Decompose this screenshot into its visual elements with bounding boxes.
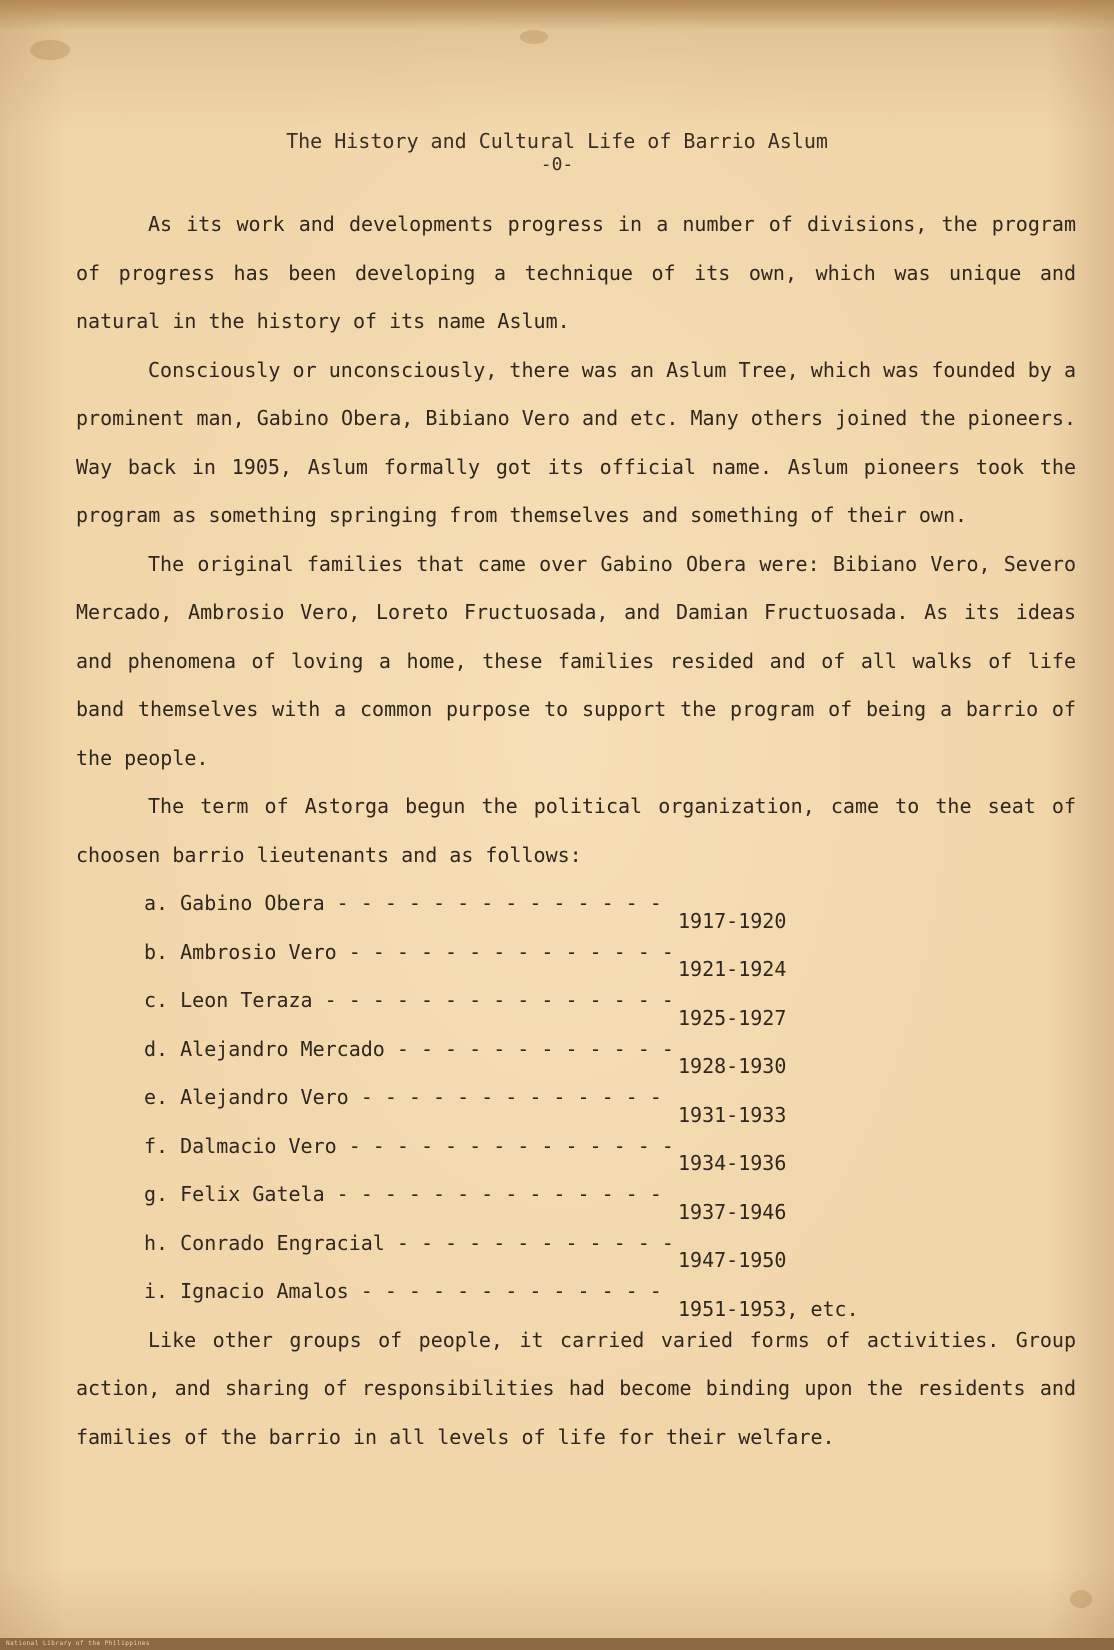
list-item — [76, 879, 1076, 933]
torn-top-edge — [0, 0, 1114, 30]
item-letter: i. — [144, 1279, 169, 1303]
list-item — [76, 1267, 1076, 1321]
item-letter: g. — [144, 1182, 169, 1206]
list-item — [76, 976, 1076, 1030]
item-years: 1917-1920 — [678, 908, 787, 933]
item-letter: a. — [144, 891, 169, 915]
item-name: Alejandro Vero — [180, 1085, 349, 1109]
page-title — [0, 128, 1114, 176]
document-body — [76, 200, 1076, 1461]
scan-footer-strip — [0, 1638, 1114, 1650]
lieutenant-list — [76, 879, 1076, 1321]
item-years: 1934-1936 — [678, 1151, 787, 1175]
item-name: Leon Teraza — [180, 988, 313, 1012]
item-letter: b. — [144, 939, 169, 964]
paper-stain — [520, 30, 548, 44]
item-name: Gabino Obera — [180, 891, 325, 915]
item-name: Alejandro Mercado — [180, 1036, 385, 1061]
item-letter: c. — [144, 988, 169, 1012]
list-item — [76, 1025, 1076, 1078]
item-name: Felix Gatela — [180, 1182, 325, 1206]
list-item — [76, 1073, 1076, 1127]
paragraph-1: As its work and developments progress in a number of divisions, the program of progress has been developing a technique of its own, which was unique and natural in the history of its name Aslum. — [76, 212, 1076, 333]
item-years: 1925-1927 — [678, 1005, 787, 1030]
item-name: Ambrosio Vero — [180, 939, 337, 964]
list-item — [76, 928, 1076, 981]
title-mark: -0- — [540, 154, 574, 175]
item-name: Dalmacio Vero — [180, 1133, 337, 1158]
list-item — [76, 1170, 1076, 1224]
item-letter: e. — [144, 1085, 169, 1109]
title-text: The History and Cultural Life of Barrio Aslum — [286, 129, 828, 153]
item-years: 1921-1924 — [678, 957, 787, 981]
item-years: 1947-1950 — [678, 1248, 787, 1272]
list-item — [76, 1122, 1076, 1175]
item-name: Ignacio Amalos — [180, 1279, 349, 1303]
paper-stain — [1070, 1590, 1092, 1608]
item-letter: h. — [144, 1230, 169, 1255]
item-letter: d. — [144, 1036, 169, 1061]
item-name: Conrado Engracial — [180, 1230, 385, 1255]
closing-paragraph: Like other groups of people, it carried varied forms of activities. Group action, and sharing of responsibilities had become binding upon the residents and families of the barrio in all levels of life for their welfare. — [76, 1327, 1076, 1449]
item-years: 1937-1946 — [678, 1199, 787, 1224]
item-letter: f. — [144, 1133, 169, 1158]
list-item — [76, 1219, 1076, 1272]
paragraph-2: Consciously or unconsciously, there was an Aslum Tree, which was founded by a prominent man, Gabino Obera, Bibiano Vero and etc. Many others joined the pioneers. Way back in 1905, Aslum formally got its official name. Aslum pioneers took the program as something springing from themselves and something of their own. — [76, 357, 1076, 527]
paragraph-4: The term of Astorga begun the political organization, came to the seat of choosen barrio lieutenants and as follows: — [76, 794, 1076, 867]
footer-caption: National Library of the Philippines — [6, 1640, 150, 1647]
item-years: 1928-1930 — [678, 1054, 787, 1078]
item-years: 1931-1933 — [678, 1102, 787, 1127]
item-years: 1951-1953, etc. — [678, 1296, 859, 1321]
paper-stain — [30, 40, 70, 60]
paragraph-3: The original families that came over Gabino Obera were: Bibiano Vero, Severo Mercado, Ambrosio Vero, Loreto Fructuosada, and Damian Fructuosada. As its ideas and phenomena of loving a home, these families resided and of all walks of life band themselves with a common purpose to support the program of being a barrio of the people. — [76, 551, 1076, 770]
